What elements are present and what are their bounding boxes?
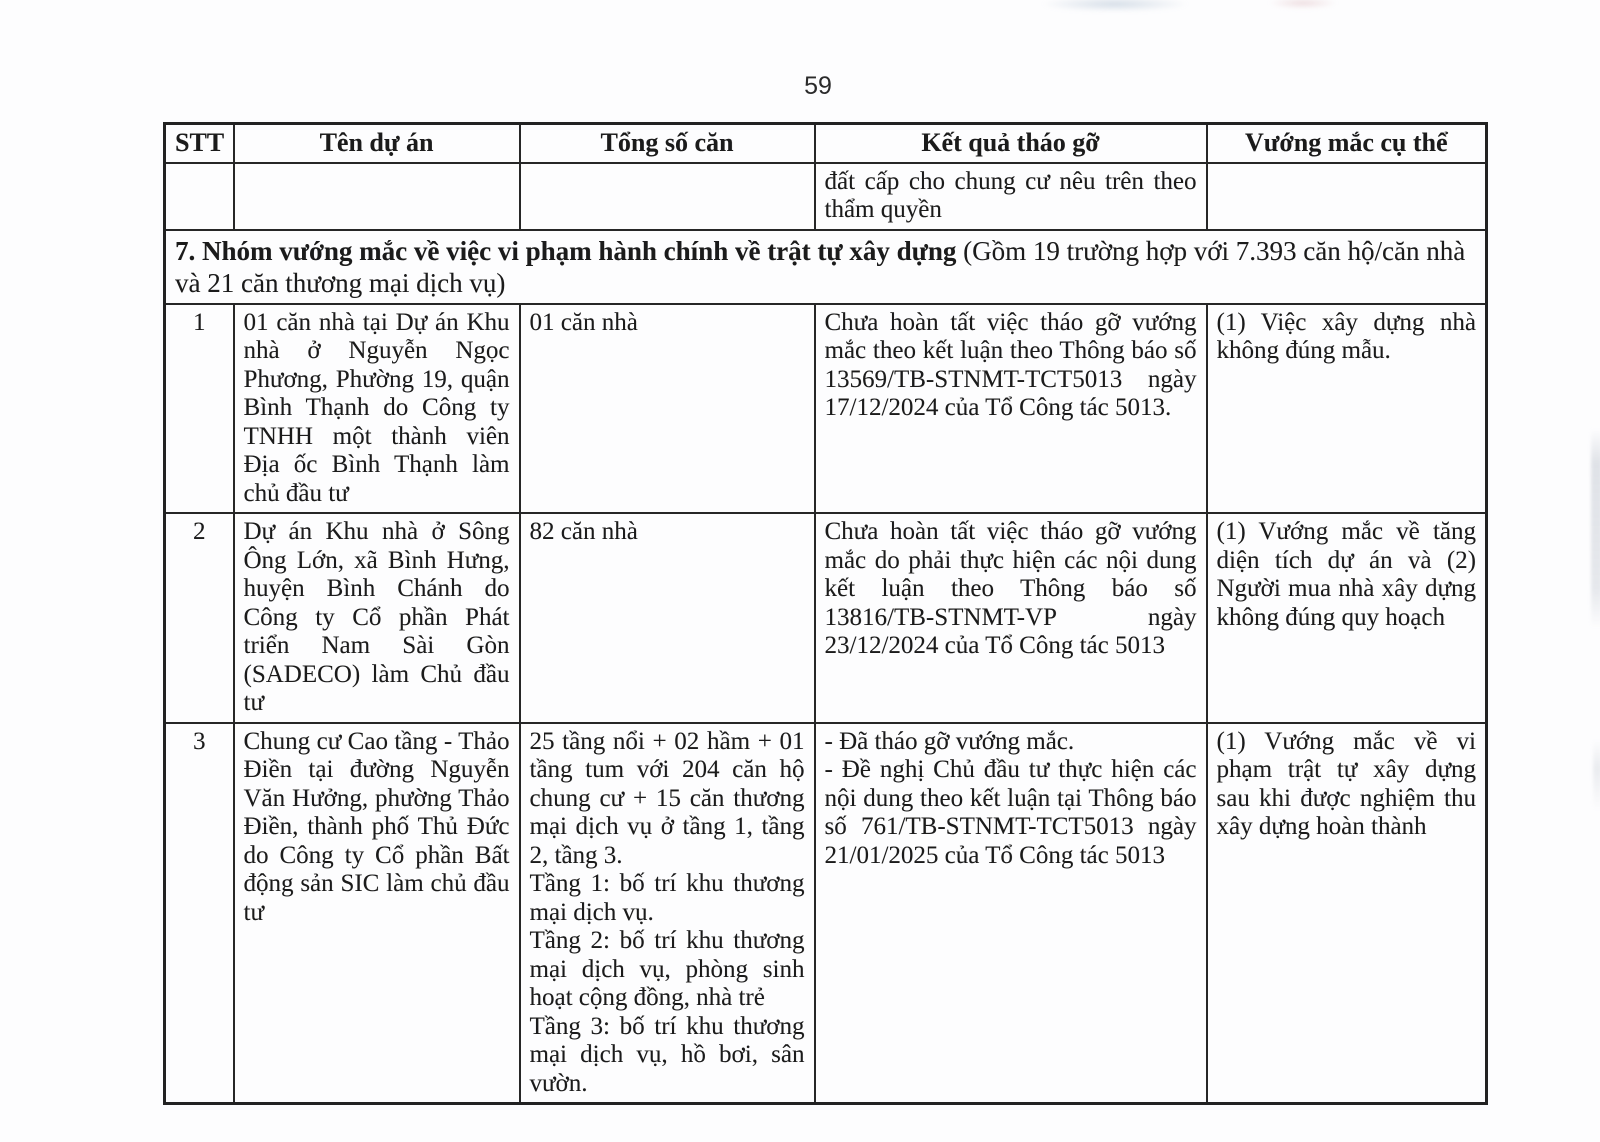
paragraph: Tầng 1: bố trí khu thương mại dịch vụ. [529, 870, 805, 926]
empty-cell [234, 163, 520, 230]
paragraph: 25 tầng nổi + 02 hầm + 01 tầng tum với 204 căn hộ chung cư + 15 căn thương mại dịch vụ ở tầng 1, tầng 2, tầng 3. [529, 727, 805, 869]
cell-ten-du-an: Dự án Khu nhà ở Sông Ông Lớn, xã Bình Hưng, huyện Bình Chánh do Công ty Cổ phần Phát triển Nam Sài Gòn (SADECO) làm Chủ đầu tư [234, 513, 520, 723]
cell-ket-qua-thao-go: Chưa hoàn tất việc tháo gỡ vướng mắc do phải thực hiện các nội dung kết luận theo Thông báo số 13816/TB-STNMT-VP ngày 23/12/2024 của Tổ Công tác 5013 [815, 513, 1207, 723]
section-title: 7. Nhóm vướng mắc về việc vi phạm hành chính về trật tự xây dựng [175, 235, 957, 266]
cell-tong-so-can: 82 căn nhà [520, 513, 815, 723]
paragraph: - Đề nghị Chủ đầu tư thực hiện các nội dung theo kết luận tại Thông báo số 761/TB-STNMT-TCT5013 ngày 21/01/2025 của Tổ Công tác 5013 [824, 756, 1197, 869]
cell-tong-so-can: 01 căn nhà [520, 304, 815, 514]
carryover-row [165, 163, 1487, 230]
table-header-row [165, 124, 1487, 163]
cell-vuong-mac-cu-the: (1) Vướng mắc về tăng diện tích dự án và (2) Người mua nhà xây dựng không đúng quy hoạch [1207, 513, 1487, 723]
scan-watermark-right [1591, 428, 1600, 628]
column-header-stt: STT [165, 124, 234, 163]
cell-vuong-mac-cu-the: (1) Việc xây dựng nhà không đúng mẫu. [1207, 304, 1487, 514]
projects-table [163, 122, 1488, 1105]
scan-smudge-top [1040, 0, 1190, 12]
column-header-vuong-mac-cu-the: Vướng mắc cụ thể [1207, 124, 1487, 163]
cell-ten-du-an: 01 căn nhà tại Dự án Khu nhà ở Nguyễn Ngọc Phương, Phường 19, quận Bình Thạnh do Công ty TNHH một thành viên Địa ốc Bình Thạnh làm chủ đầu tư [234, 304, 520, 514]
cell-stt: 1 [165, 304, 234, 514]
paragraph: Tầng 2: bố trí khu thương mại dịch vụ, phòng sinh hoạt cộng đồng, nhà trẻ [529, 927, 805, 1011]
cell-ket-qua-carryover: đất cấp cho chung cư nêu trên theo thẩm quyền [815, 163, 1207, 230]
cell-ten-du-an: Chung cư Cao tầng - Thảo Điền tại đường Nguyễn Văn Hưởng, phường Thảo Điền, thành phố Thủ Đức do Công ty Cổ phần Bất động sản SIC làm chủ đầu tư [234, 723, 520, 1104]
section-title-note: (Gồm 19 trường hợp với 7.393 căn hộ/căn nhà và 21 căn thương mại dịch vụ) [175, 235, 1466, 298]
paragraph: Tầng 3: bố trí khu thương mại dịch vụ, hồ bơi, sân vườn. [529, 1012, 805, 1097]
table-row [165, 513, 1487, 723]
paragraph: - Đã tháo gỡ vướng mắc. [824, 727, 1075, 755]
page-number: 59 [804, 72, 832, 100]
empty-cell [520, 163, 815, 230]
scan-smudge-corner [1268, 0, 1338, 9]
cell-stt: 3 [165, 723, 234, 1104]
table-row [165, 304, 1487, 514]
empty-cell [1207, 163, 1487, 230]
cell-ket-qua-thao-go: Chưa hoàn tất việc tháo gỡ vướng mắc theo kết luận theo Thông báo số 13569/TB-STNMT-TCT5013 ngày 17/12/2024 của Tổ Công tác 5013. [815, 304, 1207, 514]
cell-vuong-mac-cu-the: (1) Vướng mắc về vi phạm trật tự xây dựng sau khi được nghiệm thu xây dựng hoàn thành [1207, 723, 1487, 1104]
empty-cell [165, 163, 234, 230]
section-header-row [165, 230, 1487, 304]
cell-ket-qua-thao-go [815, 723, 1207, 1104]
column-header-ten-du-an: Tên dự án [234, 124, 520, 163]
column-header-tong-so-can: Tổng số căn [520, 124, 815, 163]
cell-tong-so-can [520, 723, 815, 1104]
scan-watermark-right-lower [1593, 740, 1600, 810]
cell-stt: 2 [165, 513, 234, 723]
section-header-cell [165, 230, 1487, 304]
table-row [165, 723, 1487, 1104]
column-header-ket-qua-thao-go: Kết quả tháo gỡ [815, 124, 1207, 163]
